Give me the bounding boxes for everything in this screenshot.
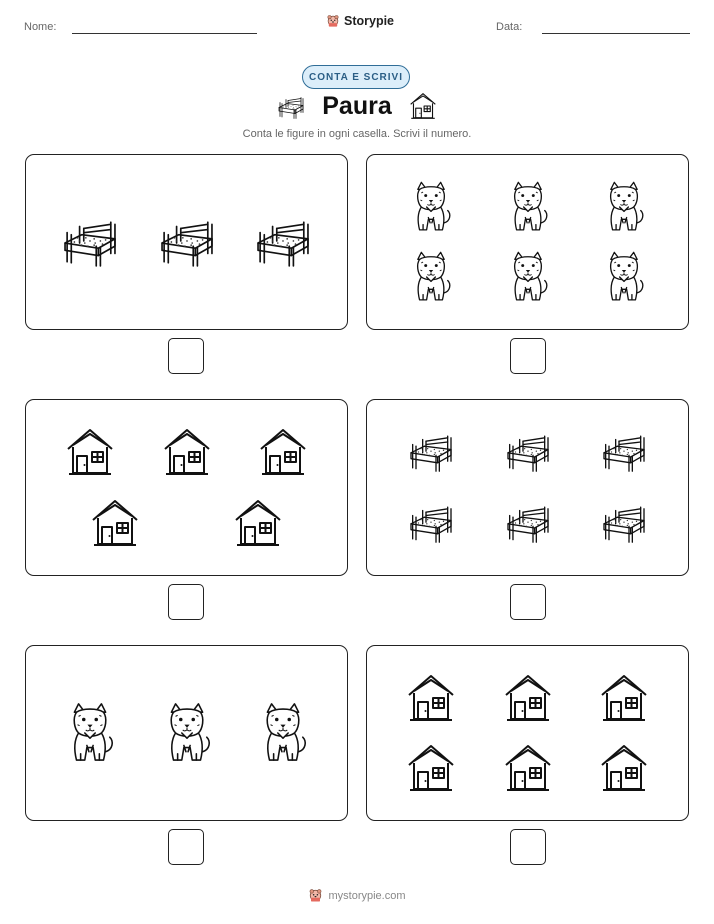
brand [326,14,394,28]
answer-box-3[interactable] [168,584,204,620]
name-label: Nome: [24,21,57,33]
date-line[interactable] [542,33,690,34]
house-icon [406,743,456,793]
house-icon [90,498,140,548]
answer-box-5[interactable] [168,829,204,865]
dog-icon [64,700,116,766]
storypie-logo-icon [308,888,323,903]
dog-icon [506,179,550,235]
count-panel-6 [366,645,689,821]
page-title: Paura [322,92,392,120]
house-icon [503,743,553,793]
house-icon [599,743,649,793]
house-icon [162,427,212,477]
footer [0,888,714,903]
instruction-text: Conta le figure in ogni casella. Scrivi il numero. [242,128,472,140]
activity-badge: CONTA E SCRIVI [302,65,410,89]
house-icon [599,673,649,723]
dog-icon [506,249,550,305]
house-icon [406,673,456,723]
dog-icon [161,700,213,766]
answer-box-4[interactable] [510,584,546,620]
bed-icon [599,502,649,544]
footer-url: mystorypie.com [328,889,406,902]
date-label: Data: [496,21,523,33]
bed-icon [251,216,315,268]
bed-icon [503,502,553,544]
house-icon [258,427,308,477]
house-icon [409,92,437,120]
dog-icon [602,249,646,305]
name-line[interactable] [72,33,257,34]
house-icon [233,498,283,548]
bed-icon [406,431,456,473]
answer-box-2[interactable] [510,338,546,374]
brand-name: Storypie [344,14,395,28]
house-icon [65,427,115,477]
bed-icon [58,216,122,268]
answer-box-1[interactable] [168,338,204,374]
bed-icon [406,502,456,544]
dog-icon [409,249,453,305]
dog-icon [409,179,453,235]
bed-icon [503,431,553,473]
answer-box-6[interactable] [510,829,546,865]
bed-icon [155,216,219,268]
count-panel-3 [25,399,348,576]
house-icon [503,673,553,723]
dog-icon [257,700,309,766]
storypie-logo-icon [326,14,340,28]
bed-icon [599,431,649,473]
dog-icon [602,179,646,235]
count-panel-4 [366,399,689,576]
